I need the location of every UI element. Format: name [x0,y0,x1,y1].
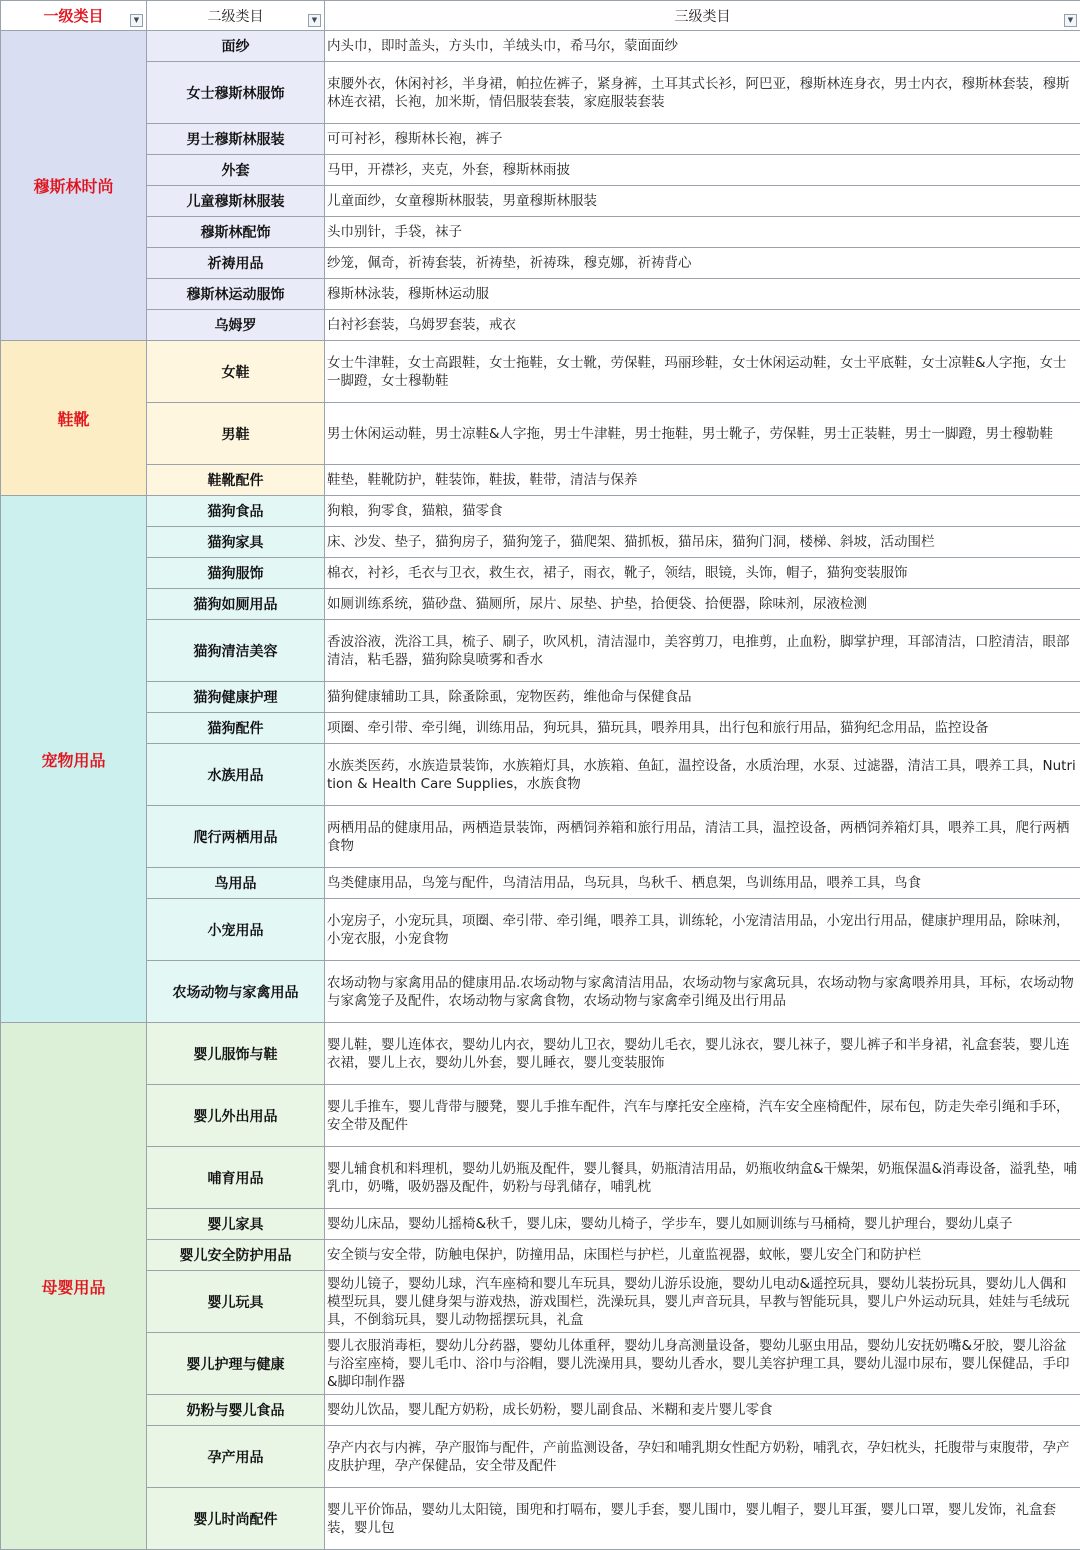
level2-category-cell[interactable]: 哺育用品 [147,1147,325,1209]
level2-category-cell[interactable]: 婴儿时尚配件 [147,1488,325,1550]
level3-category-cell[interactable]: 婴儿鞋，婴儿连体衣，婴幼儿内衣，婴幼儿卫衣，婴幼儿毛衣，婴儿泳衣，婴儿袜子，婴儿裤子和半身裙，礼盒套装，婴儿连衣裙，婴儿上衣，婴幼儿外套，婴儿睡衣，婴儿变装服饰 [325,1023,1080,1085]
table-row [1,1085,1080,1147]
level2-category-cell[interactable]: 爬行两栖用品 [147,806,325,868]
level2-category-cell[interactable]: 猫狗服饰 [147,558,325,589]
table-row [1,1333,1080,1395]
table-row [1,868,1080,899]
level2-category-cell[interactable]: 孕产用品 [147,1426,325,1488]
level2-category-cell[interactable]: 奶粉与婴儿食品 [147,1395,325,1426]
category-table-body [1,1,1080,1550]
level3-category-cell[interactable]: 水族类医药，水族造景装饰，水族箱灯具，水族箱、鱼缸，温控设备，水质治理，水泵、过滤器，清洁工具，喂养工具，Nutrition & Health Care Supplies，水族食物 [325,744,1080,806]
level2-category-cell[interactable]: 鸟用品 [147,868,325,899]
header-level3-label: 三级类目 [675,9,731,25]
level1-category-cell[interactable]: 鞋靴 [1,341,147,496]
level2-category-cell[interactable]: 穆斯林配饰 [147,217,325,248]
level2-category-cell[interactable]: 男士穆斯林服装 [147,124,325,155]
table-row [1,31,1080,62]
level2-category-cell[interactable]: 女鞋 [147,341,325,403]
filter-dropdown-icon[interactable]: ▼ [308,14,321,27]
level2-category-cell[interactable]: 外套 [147,155,325,186]
level3-category-cell[interactable]: 婴儿手推车，婴儿背带与腰凳，婴儿手推车配件，汽车与摩托安全座椅，汽车安全座椅配件，尿布包，防走失牵引绳和手环，安全带及配件 [325,1085,1080,1147]
table-row [1,217,1080,248]
level3-category-cell[interactable]: 小宠房子，小宠玩具，项圈、牵引带、牵引绳，喂养工具，训练轮，小宠清洁用品，小宠出行用品，健康护理用品，除味剂，小宠衣服，小宠食物 [325,899,1080,961]
level3-category-cell[interactable]: 白衬衫套装，乌姆罗套装，戒衣 [325,310,1080,341]
level2-category-cell[interactable]: 猫狗食品 [147,496,325,527]
header-level2[interactable] [147,1,325,31]
table-row [1,279,1080,310]
level3-category-cell[interactable]: 马甲，开襟衫，夹克，外套，穆斯林雨披 [325,155,1080,186]
table-row [1,155,1080,186]
header-level2-label: 二级类目 [208,9,264,25]
table-row [1,558,1080,589]
table-row [1,186,1080,217]
header-level1[interactable] [1,1,147,31]
level3-category-cell[interactable]: 女士牛津鞋，女士高跟鞋，女士拖鞋，女士靴，劳保鞋，玛丽珍鞋，女士休闲运动鞋，女士平底鞋，女士凉鞋&人字拖，女士一脚蹬，女士穆勒鞋 [325,341,1080,403]
table-row [1,310,1080,341]
level3-category-cell[interactable]: 束腰外衣，休闲衬衫，半身裙，帕拉佐裤子，紧身裤，土耳其式长衫，阿巴亚，穆斯林连身衣，男士内衣，穆斯林套装，穆斯林连衣裙，长袍，加米斯，情侣服装套装，家庭服装套装 [325,62,1080,124]
level2-category-cell[interactable]: 儿童穆斯林服装 [147,186,325,217]
level1-category-cell[interactable]: 母婴用品 [1,1023,147,1550]
table-row [1,961,1080,1023]
level3-category-cell[interactable]: 婴儿平价饰品，婴幼儿太阳镜，围兜和打嗝布，婴儿手套，婴儿围巾，婴儿帽子，婴儿耳蛋，婴儿口罩，婴儿发饰，礼盒套装，婴儿包 [325,1488,1080,1550]
level2-category-cell[interactable]: 婴儿护理与健康 [147,1333,325,1395]
level3-category-cell[interactable]: 内头巾，即时盖头，方头巾，羊绒头巾，希马尔，蒙面面纱 [325,31,1080,62]
level3-category-cell[interactable]: 婴幼儿床品，婴幼儿摇椅&秋千，婴儿床，婴幼儿椅子，学步车，婴儿如厕训练与马桶椅，婴儿护理台，婴幼儿桌子 [325,1209,1080,1240]
level2-category-cell[interactable]: 婴儿服饰与鞋 [147,1023,325,1085]
level2-category-cell[interactable]: 婴儿外出用品 [147,1085,325,1147]
level2-category-cell[interactable]: 婴儿玩具 [147,1271,325,1333]
level2-category-cell[interactable]: 猫狗配件 [147,713,325,744]
level2-category-cell[interactable]: 鞋靴配件 [147,465,325,496]
table-row [1,403,1080,465]
level3-category-cell[interactable]: 床、沙发、垫子，猫狗房子，猫狗笼子，猫爬架、猫抓板，猫吊床，猫狗门洞，楼梯、斜坡，活动围栏 [325,527,1080,558]
table-row [1,589,1080,620]
header-level3[interactable] [325,1,1080,31]
level2-category-cell[interactable]: 面纱 [147,31,325,62]
level3-category-cell[interactable]: 纱笼，佩奇，祈祷套装，祈祷垫，祈祷珠，穆克娜，祈祷背心 [325,248,1080,279]
table-row [1,899,1080,961]
filter-dropdown-icon[interactable]: ▼ [1064,14,1077,27]
level3-category-cell[interactable]: 棉衣，衬衫，毛衣与卫衣，救生衣，裙子，雨衣，靴子，领结，眼镜，头饰，帽子，猫狗变装服饰 [325,558,1080,589]
table-row [1,1426,1080,1488]
level3-category-cell[interactable]: 儿童面纱，女童穆斯林服装，男童穆斯林服装 [325,186,1080,217]
table-row [1,1488,1080,1550]
level2-category-cell[interactable]: 婴儿安全防护用品 [147,1240,325,1271]
level2-category-cell[interactable]: 男鞋 [147,403,325,465]
level3-category-cell[interactable]: 猫狗健康辅助工具，除蚤除虱，宠物医药，维他命与保健食品 [325,682,1080,713]
level2-category-cell[interactable]: 乌姆罗 [147,310,325,341]
level3-category-cell[interactable]: 可可衬衫，穆斯林长袍，裤子 [325,124,1080,155]
table-row [1,1271,1080,1333]
level2-category-cell[interactable]: 水族用品 [147,744,325,806]
level3-category-cell[interactable]: 鞋垫，鞋靴防护，鞋装饰，鞋拔，鞋带，清洁与保养 [325,465,1080,496]
level3-category-cell[interactable]: 婴幼儿镜子，婴幼儿球，汽车座椅和婴儿车玩具，婴幼儿游乐设施，婴幼儿电动&遥控玩具，婴幼儿装扮玩具，婴幼儿人偶和模型玩具，婴儿健身架与游戏热，游戏围栏，洗澡玩具，婴儿声音玩具，早教与智能玩具，婴儿户外运动玩具，娃娃与毛绒玩具，不倒翁玩具，婴儿动物摇摆玩具，礼盒 [325,1271,1080,1333]
level2-category-cell[interactable]: 农场动物与家禽用品 [147,961,325,1023]
table-row [1,620,1080,682]
header-row [1,1,1080,31]
level1-category-cell[interactable]: 宠物用品 [1,496,147,1023]
level3-category-cell[interactable]: 婴幼儿饮品，婴儿配方奶粉，成长奶粉，婴儿副食品、米糊和麦片婴儿零食 [325,1395,1080,1426]
level2-category-cell[interactable]: 小宠用品 [147,899,325,961]
table-row [1,527,1080,558]
level3-category-cell[interactable]: 香波浴液，洗浴工具，梳子、刷子，吹风机，清洁湿巾，美容剪刀，电推剪，止血粉，脚掌护理，耳部清洁，口腔清洁，眼部清洁，粘毛器，猫狗除臭喷雾和香水 [325,620,1080,682]
level3-category-cell[interactable]: 鸟类健康用品，鸟笼与配件，鸟清洁用品，鸟玩具，鸟秋千、栖息架，鸟训练用品，喂养工具，鸟食 [325,868,1080,899]
level3-category-cell[interactable]: 如厕训练系统，猫砂盘、猫厕所，尿片、尿垫、护垫，拾便袋、拾便器，除味剂，尿液检测 [325,589,1080,620]
level3-category-cell[interactable]: 农场动物与家禽用品的健康用品.农场动物与家禽清洁用品，农场动物与家禽玩具，农场动物与家禽喂养用具，耳标，农场动物与家禽笼子及配件，农场动物与家禽食物，农场动物与家禽牵引绳及出行用品 [325,961,1080,1023]
table-row [1,1147,1080,1209]
table-row [1,1209,1080,1240]
level2-category-cell[interactable]: 女士穆斯林服饰 [147,62,325,124]
table-row [1,496,1080,527]
level3-category-cell[interactable]: 两栖用品的健康用品，两栖造景装饰，两栖饲养箱和旅行用品，清洁工具，温控设备，两栖饲养箱灯具，喂养工具，爬行两栖食物 [325,806,1080,868]
level1-category-cell[interactable]: 穆斯林时尚 [1,31,147,341]
table-row [1,682,1080,713]
level2-category-cell[interactable]: 婴儿家具 [147,1209,325,1240]
table-row [1,62,1080,124]
level2-category-cell[interactable]: 猫狗清洁美容 [147,620,325,682]
level2-category-cell[interactable]: 猫狗健康护理 [147,682,325,713]
level3-category-cell[interactable]: 穆斯林泳装，穆斯林运动服 [325,279,1080,310]
table-row [1,806,1080,868]
table-row [1,465,1080,496]
level2-category-cell[interactable]: 祈祷用品 [147,248,325,279]
level3-category-cell[interactable]: 安全锁与安全带，防触电保护，防撞用品，床围栏与护栏，儿童监视器，蚊帐，婴儿安全门和防护栏 [325,1240,1080,1271]
level2-category-cell[interactable]: 穆斯林运动服饰 [147,279,325,310]
table-row [1,713,1080,744]
table-row [1,341,1080,403]
level3-category-cell[interactable]: 头巾别针，手袋，袜子 [325,217,1080,248]
level3-category-cell[interactable]: 项圈、牵引带、牵引绳，训练用品，狗玩具，猫玩具，喂养用具，出行包和旅行用品，猫狗纪念用品，监控设备 [325,713,1080,744]
table-row [1,744,1080,806]
filter-dropdown-icon[interactable]: ▼ [130,14,143,27]
table-row [1,248,1080,279]
table-row [1,1240,1080,1271]
level2-category-cell[interactable]: 猫狗家具 [147,527,325,558]
table-row [1,124,1080,155]
level3-category-cell[interactable]: 婴儿辅食机和料理机，婴幼儿奶瓶及配件，婴儿餐具，奶瓶清洁用品，奶瓶收纳盒&干燥架，奶瓶保温&消毒设备，溢乳垫，哺乳巾，奶嘴，吸奶器及配件，奶粉与母乳储存，哺乳枕 [325,1147,1080,1209]
table-row [1,1023,1080,1085]
level2-category-cell[interactable]: 猫狗如厕用品 [147,589,325,620]
level3-category-cell[interactable]: 孕产内衣与内裤，孕产服饰与配件，产前监测设备，孕妇和哺乳期女性配方奶粉，哺乳衣，孕妇枕头，托腹带与束腹带，孕产皮肤护理，孕产保健品，安全带及配件 [325,1426,1080,1488]
level3-category-cell[interactable]: 狗粮，狗零食，猫粮，猫零食 [325,496,1080,527]
level3-category-cell[interactable]: 男士休闲运动鞋，男士凉鞋&人字拖，男士牛津鞋，男士拖鞋，男士靴子，劳保鞋，男士正装鞋，男士一脚蹬，男士穆勒鞋 [325,403,1080,465]
header-level1-label: 一级类目 [43,7,103,25]
level3-category-cell[interactable]: 婴儿衣服消毒柜，婴幼儿分药器，婴幼儿体重秤，婴幼儿身高测量设备，婴幼儿驱虫用品，婴幼儿安抚奶嘴&牙胶，婴儿浴盆与浴室座椅，婴儿毛巾、浴巾与浴帽，婴儿洗澡用具，婴幼儿香水，婴儿美容护理工具，婴幼儿湿巾尿布，婴儿保健品，手印&脚印制作器 [325,1333,1080,1395]
table-row [1,1395,1080,1426]
